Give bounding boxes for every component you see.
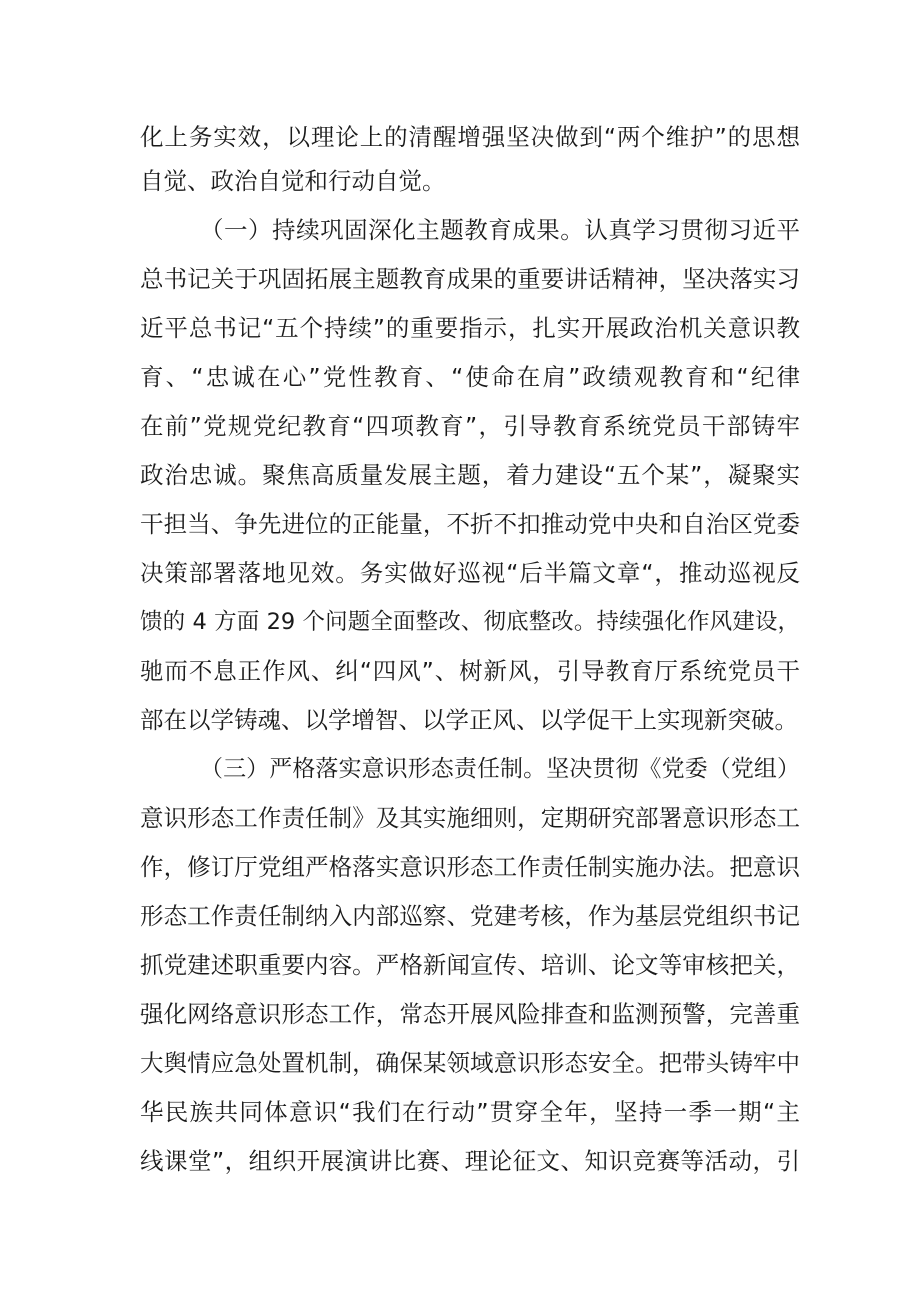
- text-line: 驰而不息正作风、纠“四风”、树新风，引导教育厅系统党员干: [140, 657, 800, 685]
- text-line: 决策部署落地见效。务实做好巡视“后半篇文章“，推动巡视反: [140, 559, 800, 587]
- text-line: 大舆情应急处置机制，确保某领域意识形态安全。把带头铸牢中: [140, 1049, 800, 1077]
- text-line: 育、“忠诚在心”党性教育、“使命在肩”政绩观教育和“纪律: [140, 363, 800, 391]
- text-line: 自觉、政治自觉和行动自觉。: [140, 167, 446, 195]
- text-line: 作，修订厅党组严格落实意识形态工作责任制实施办法。把意识: [140, 853, 800, 881]
- text-line: 线课堂”，组织开展演讲比赛、理论征文、知识竞赛等活动，引: [140, 1147, 800, 1175]
- text-line: （一）持续巩固深化主题教育成果。认真学习贯彻习近平: [200, 216, 800, 244]
- text-line: 在前”党规党纪教育“四项教育”，引导教育系统党员干部铸牢: [140, 412, 800, 440]
- text-line: 总书记关于巩固拓展主题教育成果的重要讲话精神，坚决落实习: [140, 265, 800, 293]
- text-line: 意识形态工作责任制》及其实施细则，定期研究部署意识形态工: [140, 804, 800, 832]
- text-line: （三）严格落实意识形态责任制。坚决贯彻《党委（党组）: [200, 756, 800, 782]
- text-line: 强化网络意识形态工作，常态开展风险排查和监测预警，完善重: [140, 1000, 800, 1028]
- text-line: 干担当、争先进位的正能量，不折不扣推动党中央和自治区党委: [140, 510, 800, 538]
- text-line: 政治忠诚。聚焦高质量发展主题，着力建设“五个某”，凝聚实: [140, 461, 800, 489]
- text-line: 化上务实效，以理论上的清醒增强坚决做到“两个维护”的思想: [140, 123, 800, 151]
- text-line: 近平总书记“五个持续”的重要指示，扎实开展政治机关意识教: [140, 314, 800, 342]
- text-line: 部在以学铸魂、以学增智、以学正风、以学促干上实现新突破。: [140, 706, 798, 734]
- text-line: 形态工作责任制纳入内部巡察、党建考核，作为基层党组织书记: [140, 902, 800, 930]
- text-line: 华民族共同体意识“我们在行动”贯穿全年，坚持一季一期“主: [140, 1098, 800, 1126]
- text-line: 馈的 4 方面 29 个问题全面整改、彻底整改。持续强化作风建设，: [140, 609, 800, 635]
- text-line: 抓党建述职重要内容。严格新闻宣传、培训、论文等审核把关，: [140, 951, 800, 979]
